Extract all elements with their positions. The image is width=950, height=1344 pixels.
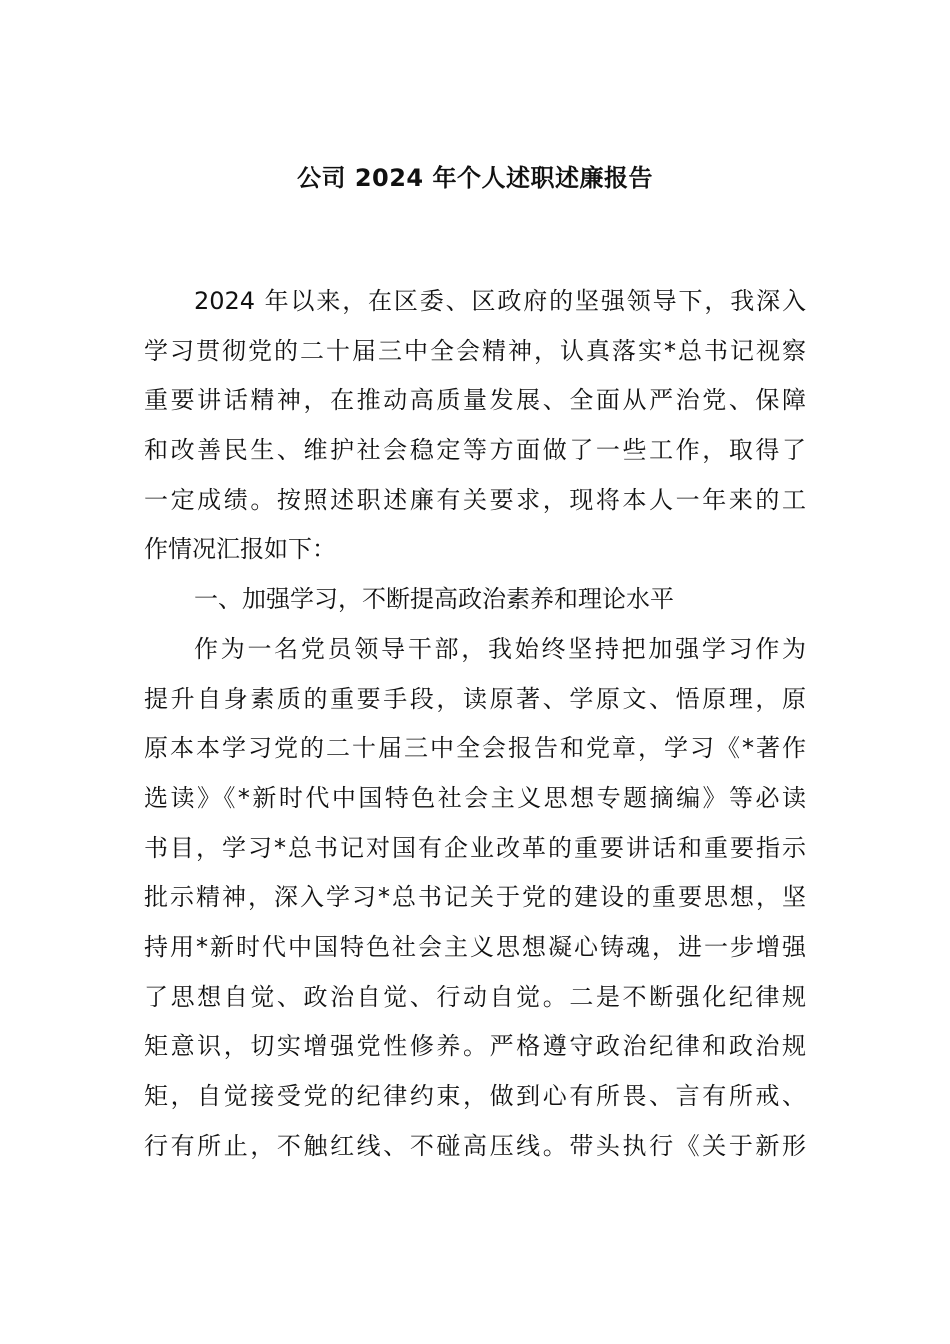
document-title: 公司 2024 年个人述职述廉报告 — [296, 164, 653, 192]
paragraph-line: 行有所止，不触红线、不碰高压线。带头执行《关于新形 — [144, 1131, 806, 1160]
paragraph-line: 选读》《*新时代中国特色社会主义思想专题摘编》等必读 — [144, 783, 806, 812]
paragraph-line: 书目，学习*总书记对国有企业改革的重要讲话和重要指示 — [144, 833, 806, 862]
paragraph-line: 持用*新时代中国特色社会主义思想凝心铸魂，进一步增强 — [144, 932, 806, 961]
paragraph-first-line: 2024 年以来，在区委、区政府的坚强领导下，我深入 — [194, 287, 806, 315]
paragraph-line: 一定成绩。按照述职述廉有关要求，现将本人一年来的工 — [144, 485, 806, 514]
paragraph-line: 了思想自觉、政治自觉、行动自觉。二是不断强化纪律规 — [144, 982, 806, 1011]
paragraph-line: 作情况汇报如下： — [144, 535, 336, 564]
paragraph-line: 矩，自觉接受党的纪律约束，做到心有所畏、言有所戒、 — [144, 1082, 806, 1110]
paragraph-line: 提升自身素质的重要手段，读原著、学原文、悟原理，原 — [144, 684, 806, 713]
paragraph-line: 学习贯彻党的二十届三中全会精神，认真落实*总书记视察 — [144, 336, 806, 365]
paragraph-line: 矩意识，切实增强党性修养。严格遵守政治纪律和政治规 — [144, 1032, 806, 1061]
paragraph-line: 和改善民生、维护社会稳定等方面做了一些工作，取得了 — [144, 436, 806, 465]
paragraph-line: 重要讲话精神，在推动高质量发展、全面从严治党、保障 — [144, 386, 806, 415]
paragraph-first-line: 作为一名党员领导干部，我始终坚持把加强学习作为 — [194, 634, 806, 663]
paragraph-line: 原本本学习党的二十届三中全会报告和党章，学习《*著作 — [144, 734, 806, 763]
paragraph-line: 批示精神，深入学习*总书记关于党的建设的重要思想，坚 — [144, 883, 806, 912]
paragraph-first-line: 一、加强学习，不断提高政治素养和理论水平 — [194, 585, 674, 614]
document-body — [144, 277, 806, 1171]
